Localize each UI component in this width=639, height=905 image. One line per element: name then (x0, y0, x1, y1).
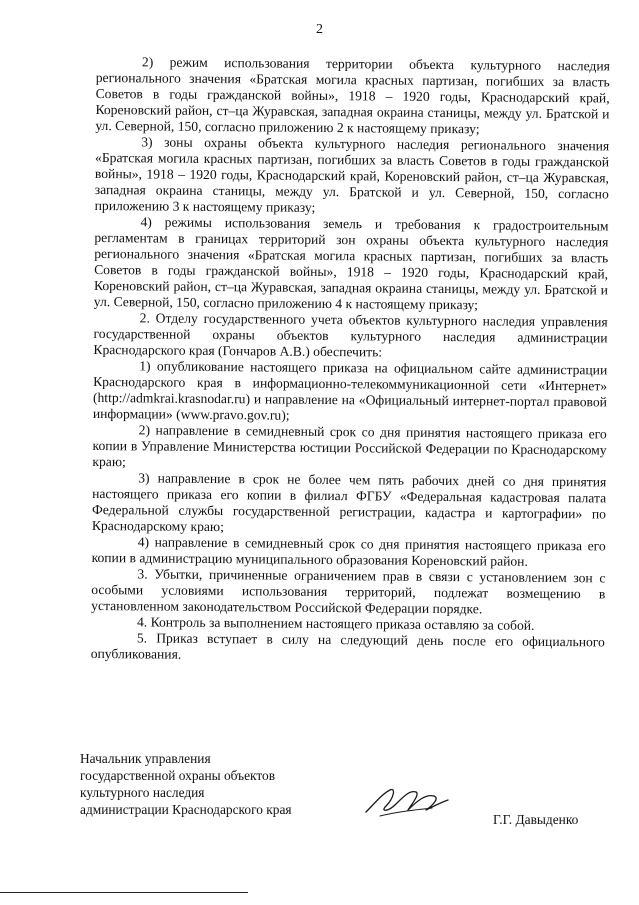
page-number: 2 (316, 22, 323, 37)
signatory-title (80, 750, 292, 818)
signatory-title-line: администрации Краснодарского края (80, 802, 292, 817)
bottom-divider (0, 892, 248, 893)
paragraph-section-4: 4. Контроль за выполнением настоящего приказа оставляю за собой. (136, 614, 535, 633)
signatory-title-line: государственной охраны объектов (80, 768, 276, 783)
paragraph-ministry-copy: 2) направление в семидневный срок со дня принятия настоящего приказа его копии в Управление Министерства юстиции Российской Федерации по Краснодарскому краю; (92, 422, 607, 470)
signatory-title-line: Начальник управления (80, 751, 211, 766)
paragraph-section-3: 3. Убытки, причиненные ограничением прав в связи с установлением зон с особыми условиями использования территорий, подлежат возмещению в установленном законодательством Российской Федерации порядке. (91, 566, 606, 617)
paragraph-section-5: 5. Приказ вступает в силу на следующий день после его официального опубликования. (90, 630, 605, 662)
paragraph-section-2: 2. Отделу государственного учета объектов культурного наследия управления государственной охраны объектов культурного наследия администрации Краснодарского края (Гончаров А.В.) обеспечить: (93, 310, 608, 360)
handwritten-signature (360, 782, 450, 822)
paragraph-municipal-copy: 4) направление в семидневный срок со дня принятия настоящего приказа его копии в администрацию муниципального образования Кореновский район. (91, 534, 606, 569)
paragraph-publication: 1) опубликование настоящего приказа на официальном сайте администрации Краснодарского края в информационно-телекоммуникационной сети «Интернет» (http://admkrai.krasnodar.ru) и направление на «Официальный интернет-портал правовой информации» (www.pravo.gov.ru); (92, 358, 608, 423)
paragraph-item-3-zones: 3) зоны охраны объекта культурного наследия регионального значения «Братская могила красных партизан, погибших за власть Советов в годы гражданской войны», 1918 – 1920 годы, Краснодарский край, Кореновский район, ст–ца Журавская, западная окраина станицы, между ул. Братской и ул. Северной, 150, согласно приложению 3 к настоящему приказу; (94, 134, 610, 215)
paragraph-cadastral-copy: 3) направление в срок не более чем пять рабочих дней со дня принятия настоящего приказа его копии в филиал ФГБУ «Федеральная кадастровая палата Федеральной службы государственной регистрации, кадастра и картографии» по Краснодарскому краю; (91, 470, 607, 535)
signatory-title-line: культурного наследия (80, 785, 205, 800)
signatory-name: Г.Г. Давыденко (493, 812, 579, 827)
document-body (91, 54, 610, 666)
paragraph-item-2-regime: 2) режим использования территории объекта культурного наследия регионального значения «Братская могила красных партизан, погибших за власть Советов в годы гражданской войны», 1918 – 1920 годы, Краснодарский край, Кореновский район, ст–ца Журавская, западная окраина станицы, между ул. Братской и ул. Северной, 150, согласно приложению 2 к настоящему приказу; (95, 54, 610, 137)
paragraph-item-4-land-use: 4) режимы использования земель и требования к градостроительным регламентам в границах территорий зон охраны объекта культурного наследия регионального значения «Братская могила красных партизан, погибших за власть Советов в годы гражданской войны», 1918 – 1920 годы, Краснодарский край, Кореновский район, ст–ца Журавская, западная окраина станицы, между ул. Братской и ул. Северной, 150, согласно приложению 4 к настоящему приказу; (93, 214, 609, 313)
